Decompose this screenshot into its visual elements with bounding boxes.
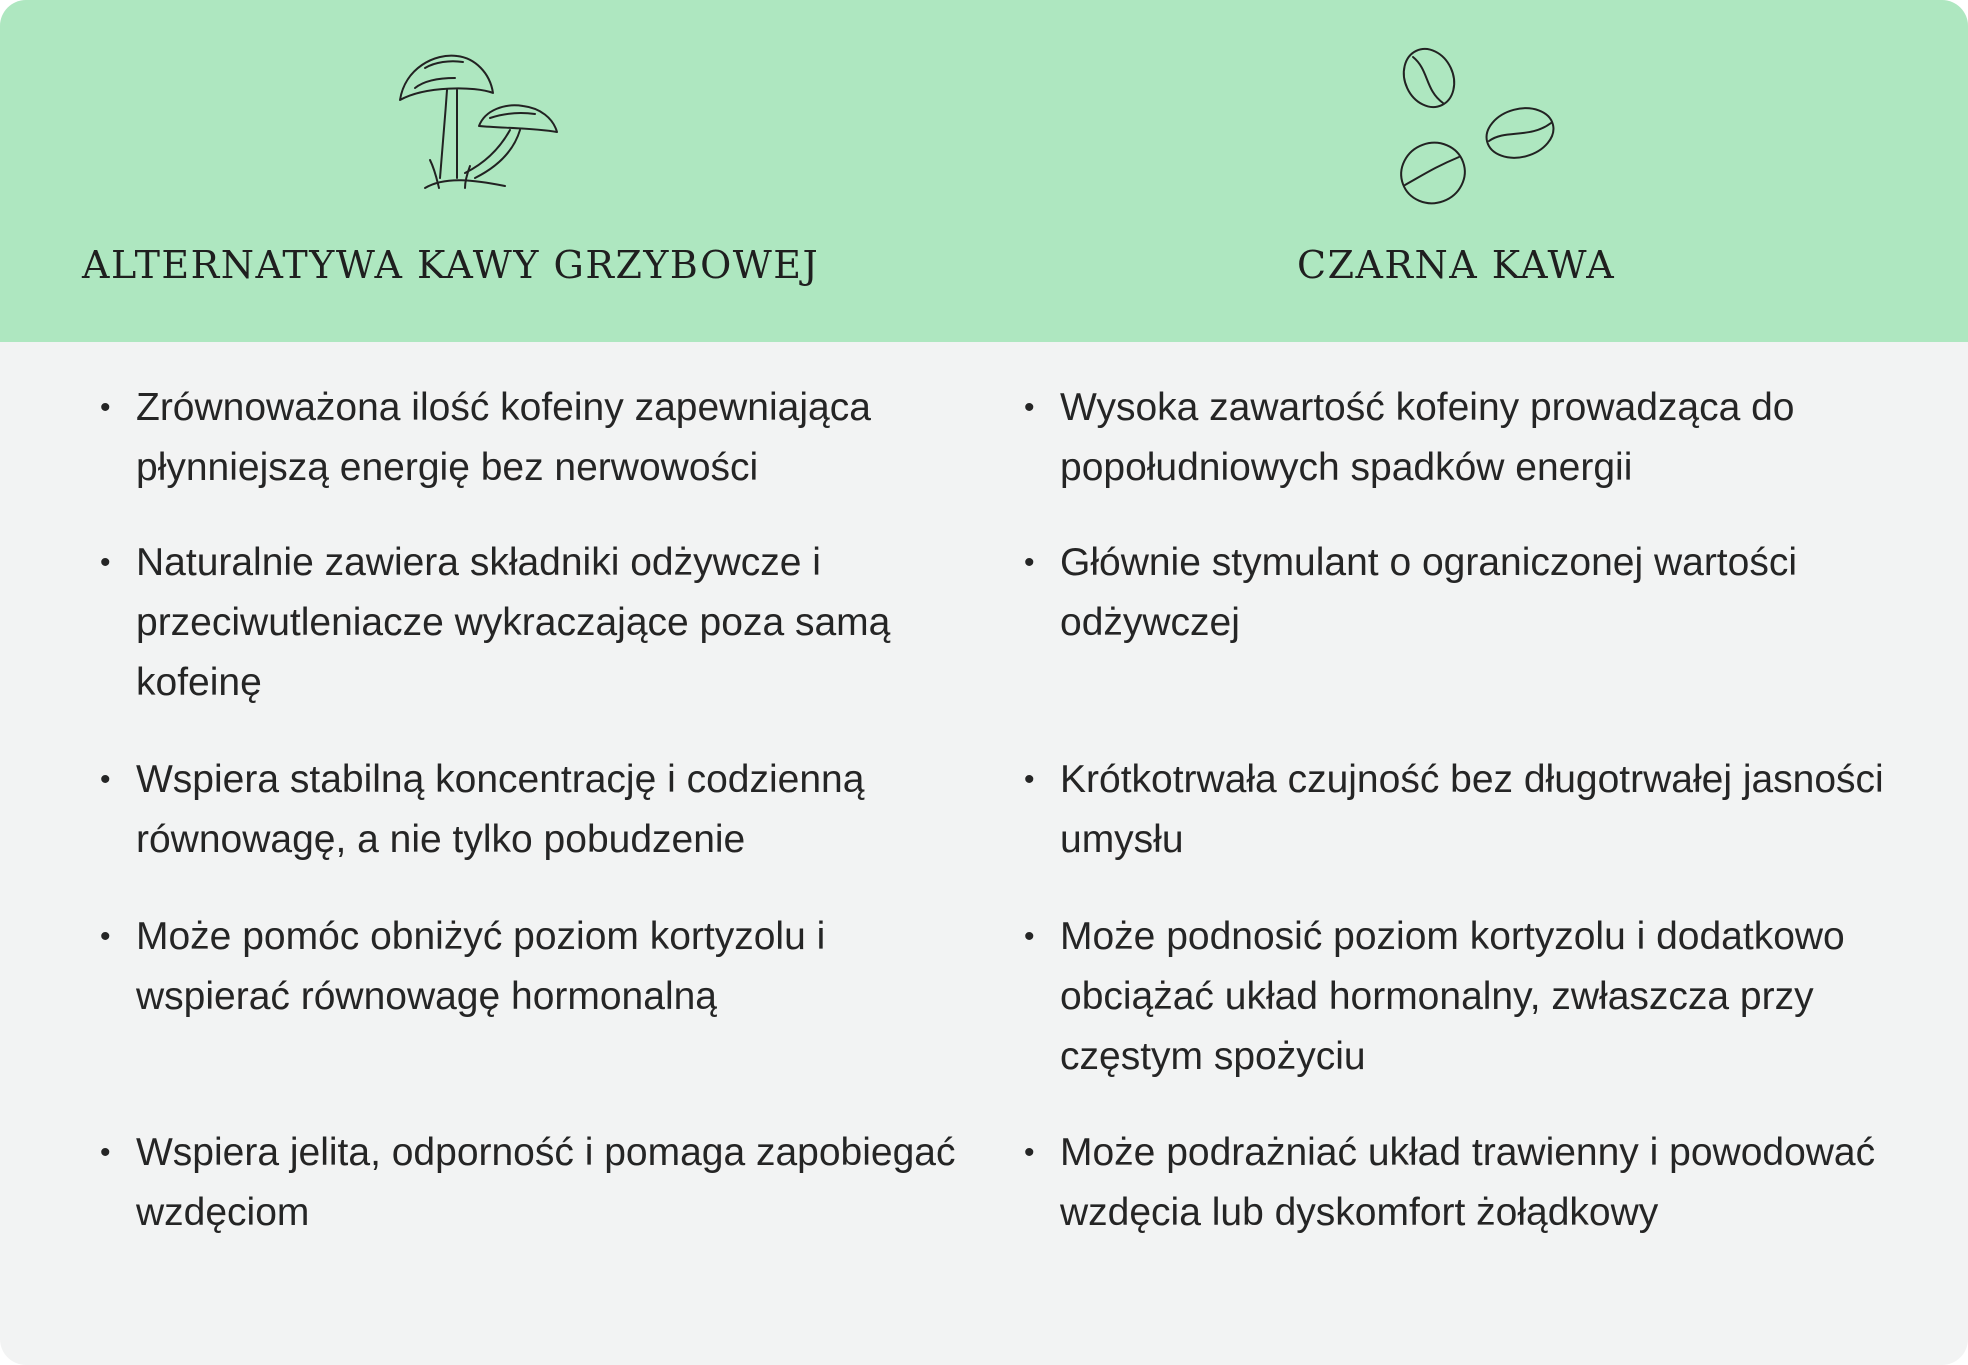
coffee-beans-icon	[1395, 45, 1575, 210]
bullet-icon: •	[100, 920, 111, 953]
list-item: • Wysoka zawartość kofeiny prowadząca do popołudniowych spadków energii	[1060, 378, 1940, 498]
bullet-icon: •	[1024, 546, 1035, 579]
bullet-icon: •	[100, 391, 111, 424]
bullet-icon: •	[1024, 763, 1035, 796]
bullet-icon: •	[1024, 391, 1035, 424]
list-item: • Może pomóc obniżyć poziom kortyzolu i wspierać równowagę hormonalną	[136, 907, 966, 1027]
list-item: • Zrównoważona ilość kofeiny zapewniająca płynniejszą energię bez nerwowości	[136, 378, 966, 498]
bullet-icon: •	[100, 1136, 111, 1169]
black-coffee-header	[968, 0, 1968, 342]
bullet-icon: •	[1024, 1136, 1035, 1169]
list-item: • Głównie stymulant o ograniczonej wartości odżywczej	[1060, 533, 1940, 653]
mushroom-coffee-title: ALTERNATYWA KAWY GRZYBOWEJ	[82, 243, 820, 287]
bullet-icon: •	[1024, 920, 1035, 953]
mushroom-icon	[395, 48, 575, 193]
list-item: • Może podrażniać układ trawienny i powodować wzdęcia lub dyskomfort żołądkowy	[1060, 1123, 1940, 1243]
list-item: • Naturalnie zawiera składniki odżywcze i przeciwutleniacze wykraczające poza samą kofeinę	[136, 533, 966, 713]
list-item: • Wspiera stabilną koncentrację i codzienną równowagę, a nie tylko pobudzenie	[136, 750, 966, 870]
bullet-icon: •	[100, 763, 111, 796]
comparison-header	[0, 0, 1968, 342]
mushroom-coffee-header	[0, 0, 968, 342]
black-coffee-title: CZARNA KAWA	[1297, 243, 1616, 287]
bullet-icon: •	[100, 546, 111, 579]
list-item: • Może podnosić poziom kortyzolu i dodatkowo obciążać układ hormonalny, zwłaszcza przy częstym spożyciu	[1060, 907, 1940, 1087]
list-item: • Wspiera jelita, odporność i pomaga zapobiegać wzdęciom	[136, 1123, 966, 1243]
list-item: • Krótkotrwała czujność bez długotrwałej jasności umysłu	[1060, 750, 1940, 870]
